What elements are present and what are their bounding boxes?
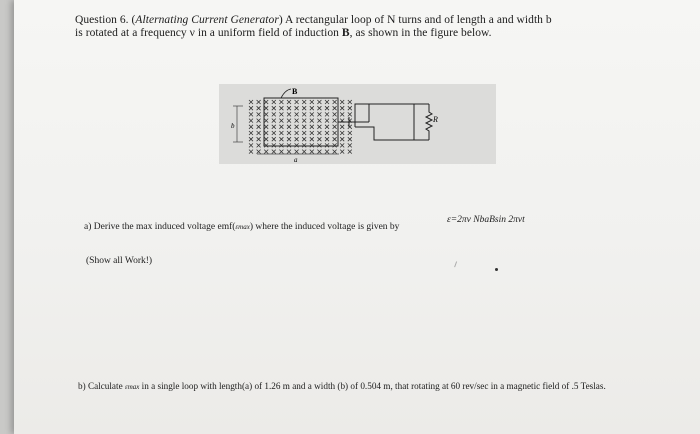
question-text [75, 14, 555, 40]
label-B: B [292, 87, 298, 96]
pen-dot [495, 268, 498, 271]
emf-max-symbol-b: εmax [124, 383, 140, 391]
question-intro: Question 6. ( [75, 14, 136, 26]
document-page [14, 0, 700, 434]
field-arrow [281, 89, 291, 98]
question-ending: , as shown in the figure below. [349, 27, 492, 39]
label-a: a [294, 156, 298, 164]
question-topic: Alternating Current Generator [135, 14, 279, 26]
induced-voltage-formula: ε=2πν NbaBsin 2πνt [447, 215, 525, 225]
label-R: R [433, 115, 438, 124]
question-body: ) A rectangular loop of N turns and of length a and width b is rotated at a frequency ν in a uniform field of induction [75, 14, 552, 39]
field-symbol: B [341, 27, 350, 39]
generator-figure [219, 84, 496, 164]
part-a-prefix: a) Derive the max induced voltage emf( [84, 222, 236, 232]
part-b-text [78, 380, 618, 393]
part-b-suffix: in a single loop with length(a) of 1.26 m and a width (b) of 0.504 m, that rotating at 60 rev/sec in a magnetic field of .5 Teslas. [139, 381, 606, 391]
show-work-note: (Show all Work!) [86, 256, 153, 266]
part-b-prefix: b) Calculate [78, 381, 125, 391]
resistor [426, 104, 432, 140]
label-b: b [231, 122, 235, 130]
generator-diagram [219, 84, 496, 164]
part-a-text [84, 222, 399, 232]
part-a-suffix: ) where the induced voltage is given by [249, 222, 400, 232]
emf-max-symbol: εmax [235, 223, 250, 231]
